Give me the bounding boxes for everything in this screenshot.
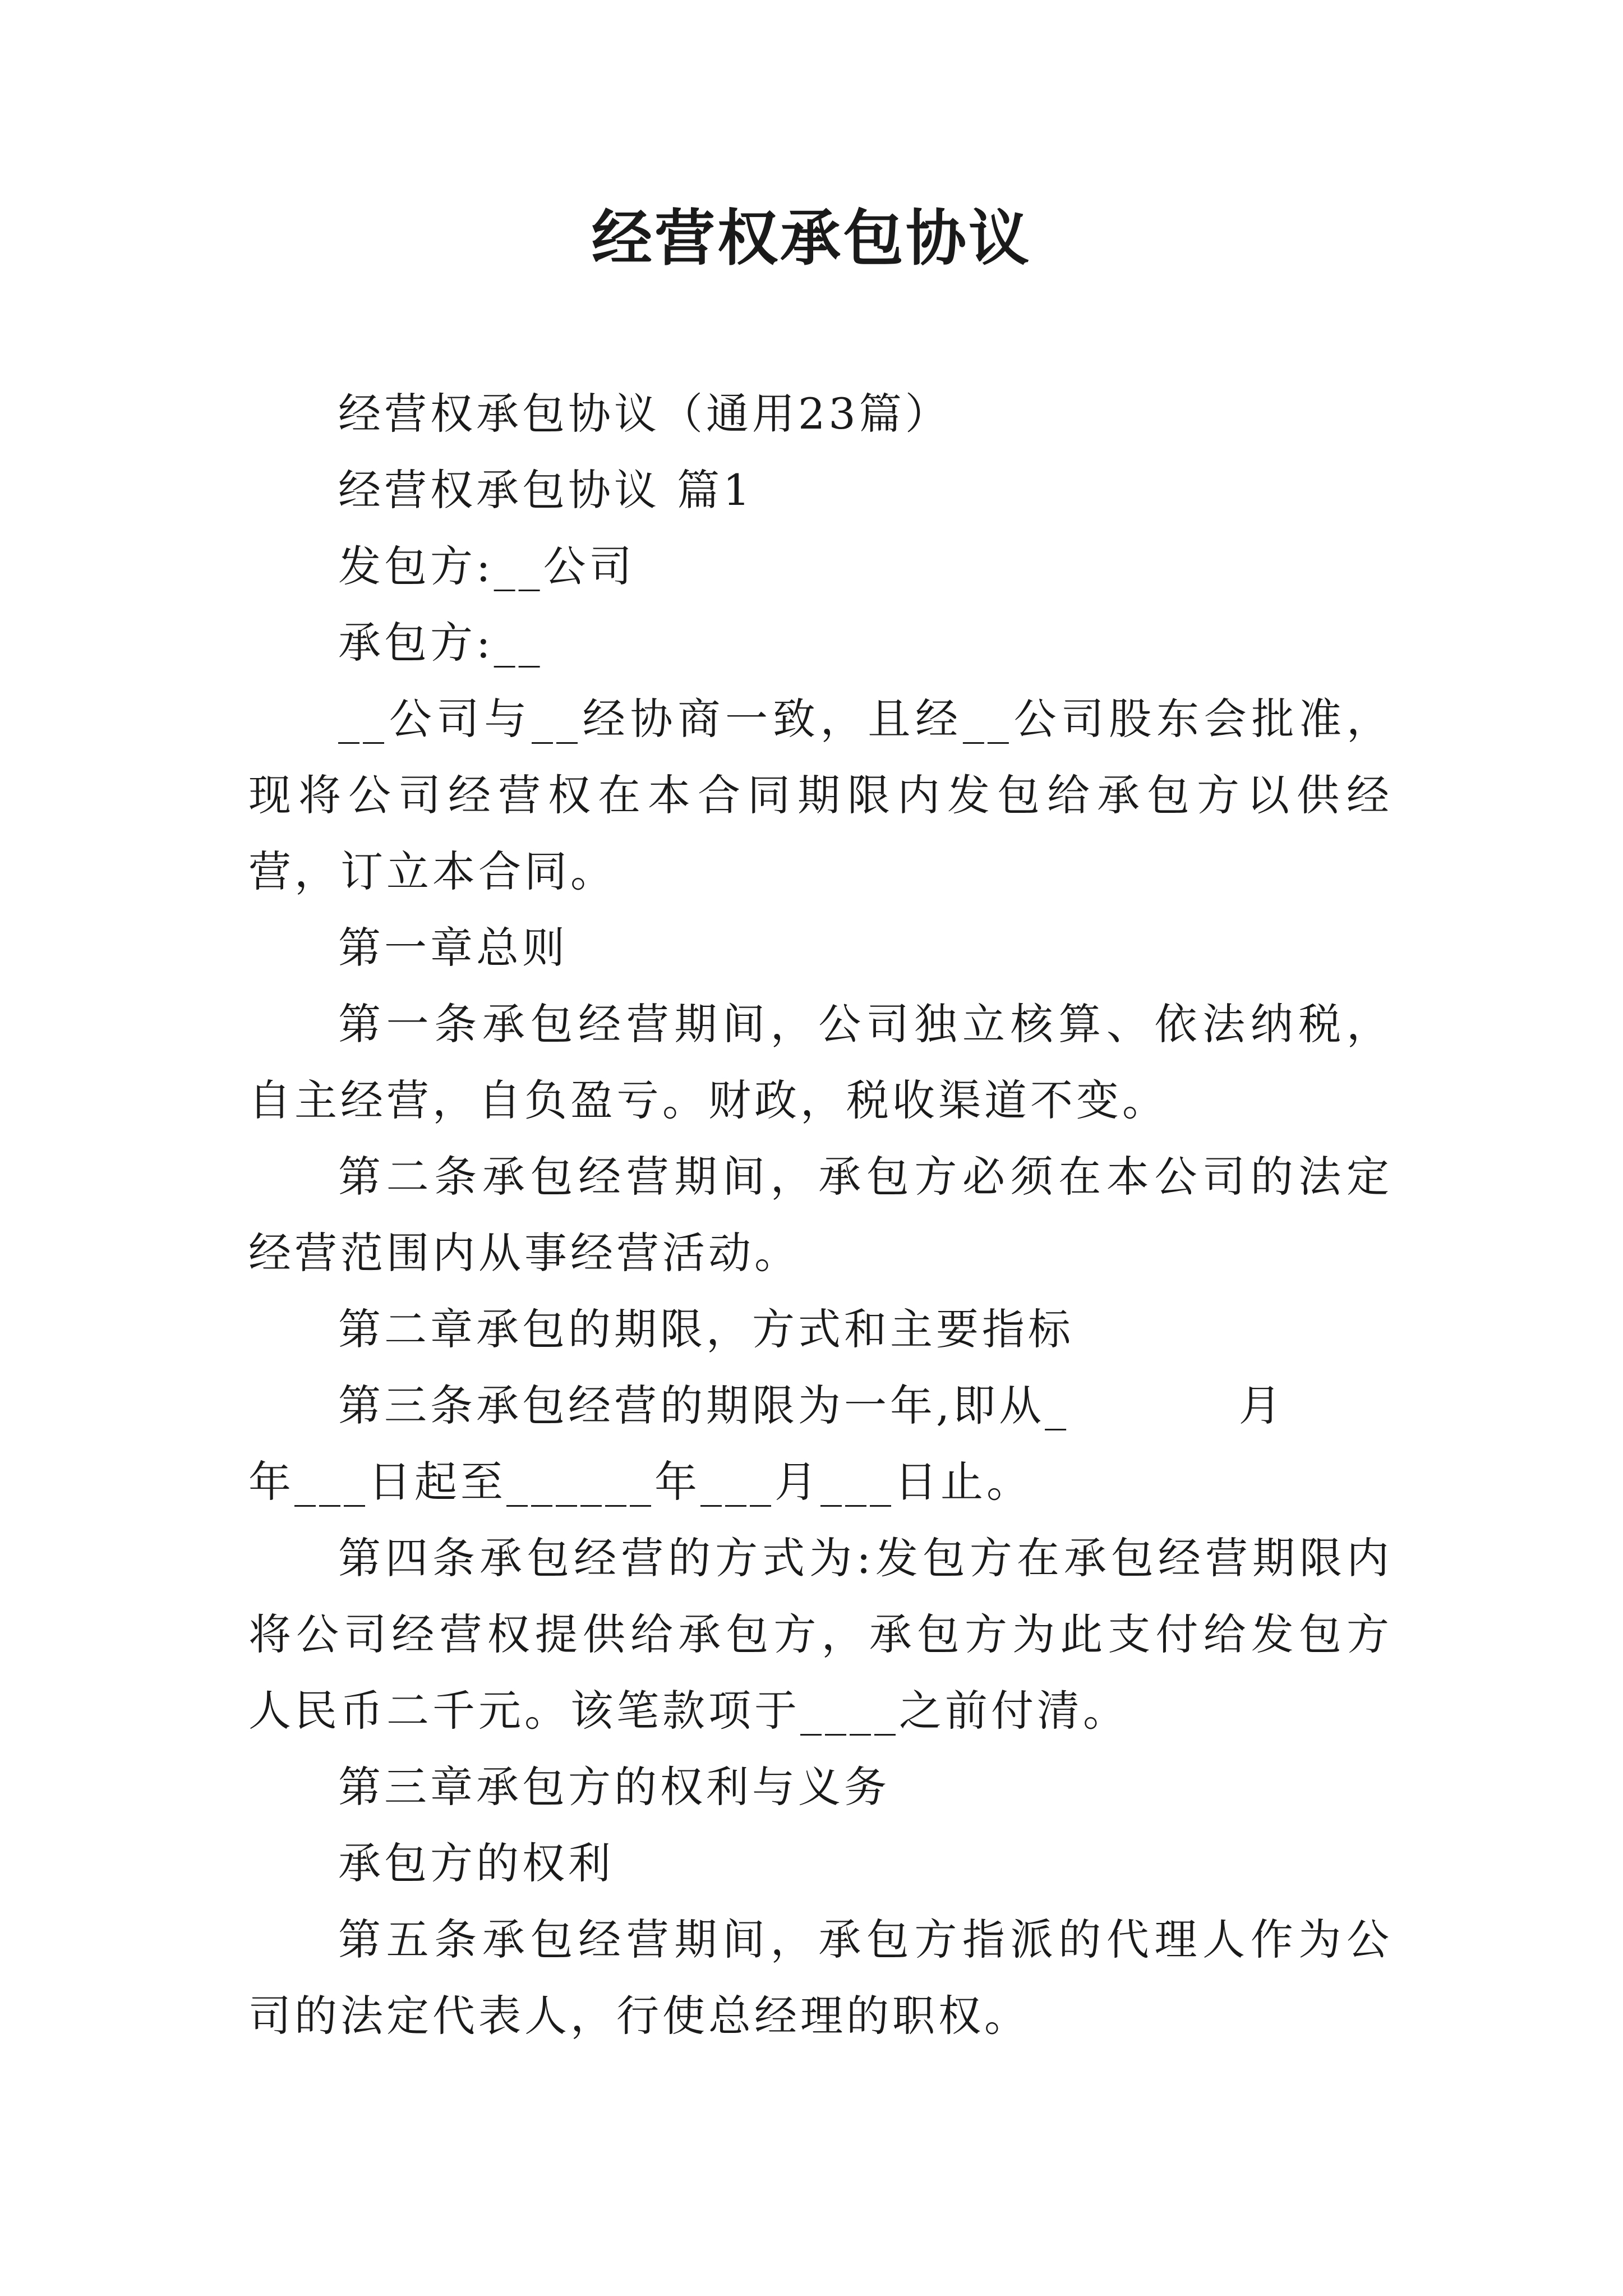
paragraph-article-5: 第五条承包经营期间，承包方指派的代理人作为公司的法定代表人，行使总经理的职权。 bbox=[248, 1915, 1393, 2041]
paragraph-chapter-3: 第三章承包方的权利与义务 bbox=[338, 1762, 890, 1812]
document-body bbox=[248, 376, 1393, 2054]
paragraph-article-3-line-1: 第三条承包经营的期限为一年,即从_ 月 bbox=[338, 1381, 1285, 1430]
paragraph-article-2: 第二条承包经营期间，承包方必须在本公司的法定经营范围内从事经营活动。 bbox=[248, 1152, 1393, 1278]
paragraph-subtitle: 经营权承包协议（通用23篇） bbox=[338, 389, 951, 439]
document-title: 经营权承包协议 bbox=[591, 203, 1031, 274]
paragraph-chapter-1: 第一章总则 bbox=[338, 923, 568, 973]
paragraph-contractor: 承包方:__ bbox=[338, 618, 543, 668]
paragraph-employer: 发包方:__公司 bbox=[338, 541, 635, 591]
paragraph-contractor-rights: 承包方的权利 bbox=[338, 1838, 614, 1888]
paragraph-section-heading: 经营权承包协议 篇1 bbox=[338, 465, 754, 515]
paragraph-chapter-2: 第二章承包的期限，方式和主要指标 bbox=[338, 1304, 1074, 1354]
paragraph-article-3-line-2: 年___日起至______年___月___日止。 bbox=[248, 1457, 1032, 1507]
paragraph-article-1: 第一条承包经营期间，公司独立核算、依法纳税，自主经营，自负盈亏。财政，税收渠道不变。 bbox=[248, 999, 1393, 1125]
paragraph-article-4: 第四条承包经营的方式为:发包方在承包经营期限内将公司经营权提供给承包方，承包方为此支付给发包方人民币二千元。该笔款项于____之前付清。 bbox=[248, 1533, 1393, 1736]
paragraph-preamble: __公司与__经协商一致，且经__公司股东会批准，现将公司经营权在本合同期限内发包给承包方以供经营，订立本合同。 bbox=[248, 694, 1393, 896]
